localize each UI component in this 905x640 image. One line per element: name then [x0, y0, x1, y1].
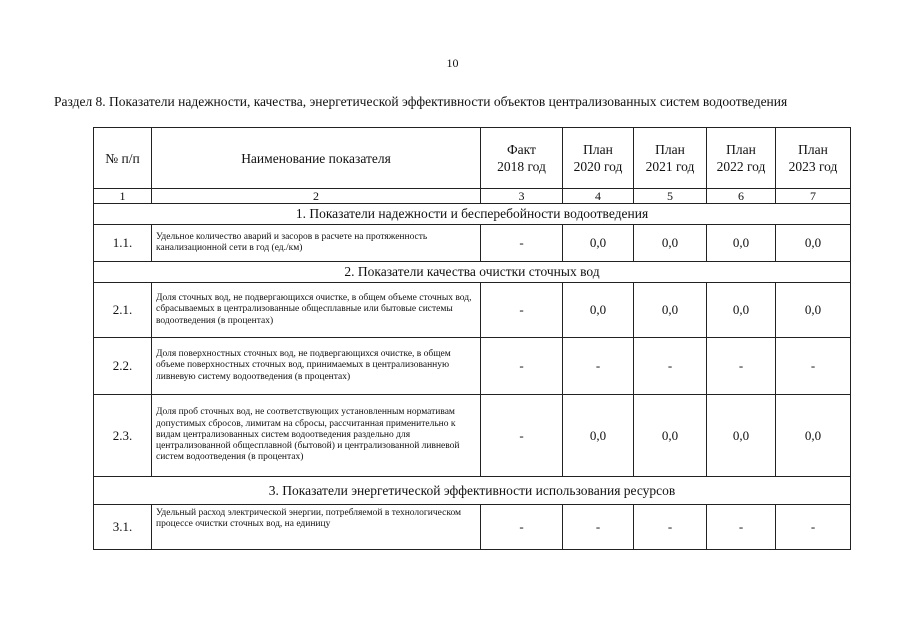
- table-header-row: [94, 128, 851, 189]
- value-plan-2022: 0,0: [707, 283, 776, 338]
- page-number: 10: [446, 56, 459, 70]
- header-year: 2023 год: [788, 159, 838, 174]
- row-num: 2.3.: [94, 395, 152, 477]
- value-plan-2021: 0,0: [634, 395, 707, 477]
- table-row-3-1: [94, 505, 851, 550]
- value-plan-2022: -: [707, 505, 776, 550]
- row-name: Удельный расход электрической энергии, потребляемой в технологическом процессе очистки сточных вод, на единицу: [152, 505, 481, 550]
- value-plan-2020: 0,0: [563, 225, 634, 262]
- value-fact-2018: -: [481, 283, 563, 338]
- value-plan-2023: -: [776, 338, 851, 395]
- value-plan-2023: 0,0: [776, 395, 851, 477]
- group-row-reliability: [94, 204, 851, 225]
- value-fact-2018: -: [481, 395, 563, 477]
- column-number: 4: [563, 189, 634, 204]
- value-fact-2018: -: [481, 225, 563, 262]
- value-plan-2020: 0,0: [563, 395, 634, 477]
- header-label: План: [798, 142, 828, 157]
- value-fact-2018: -: [481, 338, 563, 395]
- value-plan-2021: -: [634, 338, 707, 395]
- header-plan-2023: [776, 128, 851, 189]
- value-plan-2021: -: [634, 505, 707, 550]
- row-name: Удельное количество аварий и засоров в расчете на протяженность канализационной сети в год (ед./км): [152, 225, 481, 262]
- row-name: Доля сточных вод, не подвергающихся очистке, в общем объеме сточных вод, сбрасываемых в централизованные общесплавные или бытовые системы водоотведения (в процентах): [152, 283, 481, 338]
- column-number: 5: [634, 189, 707, 204]
- value-plan-2023: 0,0: [776, 225, 851, 262]
- header-label: План: [583, 142, 613, 157]
- value-fact-2018: -: [481, 505, 563, 550]
- header-year: 2018 год: [497, 159, 546, 174]
- row-num: 1.1.: [94, 225, 152, 262]
- group-title: 2. Показатели качества очистки сточных вод: [94, 262, 851, 283]
- value-plan-2022: -: [707, 338, 776, 395]
- value-plan-2022: 0,0: [707, 225, 776, 262]
- column-number: 2: [152, 189, 481, 204]
- row-num: 2.1.: [94, 283, 152, 338]
- group-title: 3. Показатели энергетической эффективности использования ресурсов: [94, 477, 851, 505]
- column-number-row: [94, 189, 851, 204]
- group-row-quality: [94, 262, 851, 283]
- column-number: 6: [707, 189, 776, 204]
- header-plan-2022: [707, 128, 776, 189]
- row-num: 3.1.: [94, 505, 152, 550]
- header-label: План: [726, 142, 756, 157]
- table-row-1-1: [94, 225, 851, 262]
- column-number: 3: [481, 189, 563, 204]
- table-row-2-1: [94, 283, 851, 338]
- header-num: № п/п: [94, 128, 152, 189]
- header-plan-2020: [563, 128, 634, 189]
- value-plan-2023: -: [776, 505, 851, 550]
- row-num: 2.2.: [94, 338, 152, 395]
- value-plan-2020: -: [563, 505, 634, 550]
- table-row-2-2: [94, 338, 851, 395]
- header-label: Факт: [507, 142, 536, 157]
- value-plan-2020: 0,0: [563, 283, 634, 338]
- column-number: 1: [94, 189, 152, 204]
- value-plan-2023: 0,0: [776, 283, 851, 338]
- header-year: 2022 год: [716, 159, 766, 174]
- value-plan-2021: 0,0: [634, 283, 707, 338]
- header-year: 2021 год: [645, 159, 695, 174]
- row-name: Доля проб сточных вод, не соответствующих установленным нормативам допустимых сбросов, лимитам на сбросы, рассчитанная применительно к видам централизованных систем водоотведения раздельно для централизованной общесплавной (бытовой) и централизованной ливневой систем водоотведения (в процентах): [152, 395, 481, 477]
- group-row-energy: [94, 477, 851, 505]
- header-year: 2020 год: [573, 159, 623, 174]
- table-row-2-3: [94, 395, 851, 477]
- row-name: Доля поверхностных сточных вод, не подвергающихся очистке, в общем объеме поверхностных сточных вод, принимаемых в централизованную ливневую систему водоотведения (в процентах): [152, 338, 481, 395]
- section-title: Раздел 8. Показатели надежности, качества, энергетической эффективности объектов централизованных систем водоотведения: [54, 94, 788, 109]
- header-label: План: [655, 142, 685, 157]
- header-plan-2021: [634, 128, 707, 189]
- value-plan-2021: 0,0: [634, 225, 707, 262]
- value-plan-2020: -: [563, 338, 634, 395]
- column-number: 7: [776, 189, 851, 204]
- header-name: Наименование показателя: [152, 128, 481, 189]
- group-title: 1. Показатели надежности и бесперебойности водоотведения: [94, 204, 851, 225]
- indicators-table: [93, 127, 851, 550]
- header-fact-2018: [481, 128, 563, 189]
- value-plan-2022: 0,0: [707, 395, 776, 477]
